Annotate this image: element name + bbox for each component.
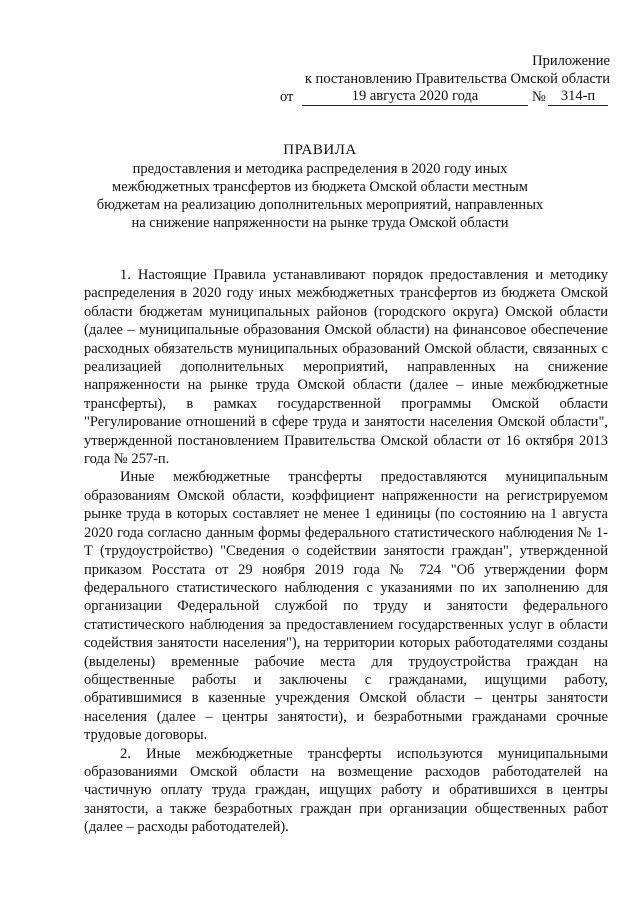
decree-reference: к постановлению Правительства Омской области — [304, 71, 610, 87]
paragraph-1: 1. Настоящие Правила устанавливают порядок предоставления и методику распределения в 2020 году иных межбюджетных трансфертов из бюджета Омской области бюджетам муниципальных районов (городского округа) Омской области (далее – муниципальные образования Омской области) на финансовое обеспечение расходных обязательств муниципальных образований Омской области, связанных с реализацией дополнительных мероприятий, направленных на снижение напряженности на рынке труда Омской области (далее – иные межбюджетные трансферты), в рамках государственной программы Омской области "Регулирование отношений в сфере труда и занятости населения Омской области", утвержденной постановлением Правительства Омской области от 16 октября 2013 года № 257-п. — [84, 267, 608, 468]
decree-date: 19 августа 2020 года — [302, 88, 528, 106]
document-subtitle: предоставления и методика распределения в 2020 году иных межбюджетных трансфертов из бюджета Омской области местным бюджетам на реализацию дополнительных мероприятий, направленных на снижение напряженности на рынке труда Омской области — [96, 161, 544, 231]
paragraph-3: 2. Иные межбюджетные трансферты используются муниципальными образованиями Омской области на возмещение расходов работодателей на частичную оплату труда граждан, ищущих работу и обратившихся в центры занятости, а также безработных граждан при организации общественных работ (далее – расходы работодателей). — [84, 745, 608, 836]
date-prefix: от — [280, 89, 294, 105]
paragraph-2: Иные межбюджетные трансферты предоставляются муниципальным образованиям Омской области, коэффициент напряженности на регистрируемом рынке труда в которых составляет не менее 1 единицы (по состоянию на 1 августа 2020 года согласно данным формы федерального статистического наблюдения № 1-Т (трудоустройство) "Сведения о содействии занятости граждан", утвержденной приказом Росстата от 29 ноября 2019 года № 724 "Об утверждении форм федерального статистического наблюдения с указаниями по их заполнению для организации Федеральной службой по труду и занятости федерального статистического наблюдения за предоставлением государственных услуг в области содействия занятости населения"), на территории которых работодателями созданы (выделены) временные рабочие места для трудоустройства граждан на общественные работы и заключены с гражданами, ищущими работу, обратившимися в казенные учреждения Омской области – центры занятости населения (далее – центры занятости), и безработными гражданами срочные трудовые договоры. — [84, 469, 608, 744]
decree-date-number-line — [280, 88, 610, 108]
number-prefix: № — [532, 89, 546, 105]
appendix-header — [280, 52, 610, 108]
appendix-label: Приложение — [532, 53, 610, 69]
decree-number: 314-п — [548, 88, 608, 106]
document-body — [84, 266, 608, 837]
document-title: ПРАВИЛА — [283, 142, 357, 158]
